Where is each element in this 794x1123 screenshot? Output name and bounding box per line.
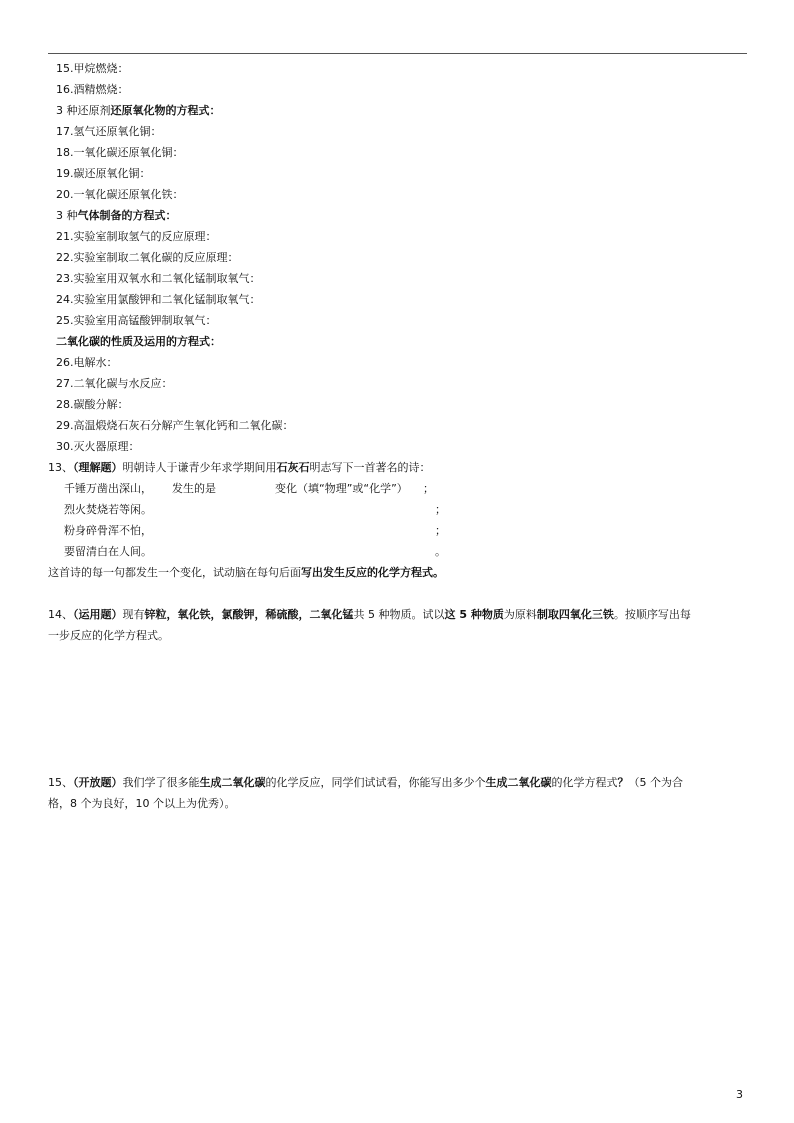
section-heading-co2: 二氧化碳的性质及运用的方程式：	[56, 335, 221, 348]
poem-line-3: 粉身碎骨浑不怕，	[64, 524, 152, 537]
section-heading-gas	[56, 209, 177, 223]
item-19: 19.碳还原氧化铜：	[56, 167, 151, 180]
item-29: 29.高温煅烧石灰石分解产生氧化钙和二氧化碳：	[56, 419, 294, 432]
question-15-stem	[48, 776, 683, 790]
page-number: 3	[736, 1088, 743, 1101]
question-15-question-mark: ？	[617, 776, 629, 789]
item-17: 17.氢气还原氧化铜：	[56, 125, 162, 138]
question-15-number: 15、	[48, 776, 73, 789]
question-13-instruction-text: 这首诗的每一句都发生一个变化，试动脑在每句后面	[48, 566, 301, 579]
question-14-tag: （运用题）	[73, 608, 123, 621]
question-14-keyword-1: 这 5 种物质	[444, 608, 504, 621]
header-rule	[48, 53, 747, 54]
poem-line-2: 烈火焚烧若等闲。	[64, 503, 152, 516]
item-20: 20.一氧化碳还原氧化铁：	[56, 188, 184, 201]
item-16: 16.酒精燃烧：	[56, 83, 129, 96]
question-14-text-3: 为原料	[503, 608, 537, 621]
question-13-number: 13、	[48, 461, 73, 474]
item-22: 22.实验室制取二氧化碳的反应原理：	[56, 251, 239, 264]
question-15-keyword-2: 生成二氧化碳	[485, 776, 552, 789]
question-14-text-1: 现有	[122, 608, 145, 621]
poem-line-4-end: 。	[435, 545, 446, 558]
question-15-tag: （开放题）	[73, 776, 123, 789]
poem-line-1-prompt: 发生的是	[172, 482, 216, 495]
poem-line-1: 千锤万凿出深山，	[64, 482, 152, 495]
question-13-text-end: 明志写下一首著名的诗：	[309, 461, 431, 474]
question-15-text-1: 我们学了很多能	[122, 776, 200, 789]
question-13-keyword: 石灰石	[276, 461, 310, 474]
section-heading-reduction-count: 3 种还原剂	[56, 104, 111, 117]
question-13-instruction	[48, 566, 444, 580]
poem-line-4: 要留清白在人间。	[64, 545, 152, 558]
question-13-stem	[48, 461, 431, 475]
poem-line-1-end: ；	[423, 482, 434, 495]
question-14-text-4: 。按顺序写出每	[613, 608, 691, 621]
item-23: 23.实验室用双氧水和二氧化锰制取氧气：	[56, 272, 261, 285]
poem-line-2-end: ；	[435, 503, 446, 516]
question-15-keyword-1: 生成二氧化碳	[199, 776, 266, 789]
item-18: 18.一氧化碳还原氧化铜：	[56, 146, 184, 159]
question-15-text-2: 的化学反应，同学们试试看，你能写出多少个	[265, 776, 486, 789]
question-13-instruction-bold: 写出发生反应的化学方程式。	[301, 566, 444, 579]
section-heading-gas-bold: 气体制备的方程式：	[77, 209, 177, 222]
question-14-stem	[48, 608, 691, 622]
poem-line-3-end: ；	[435, 524, 446, 537]
question-13-tag: （理解题）	[73, 461, 123, 474]
question-14-keyword-2: 制取四氧化三铁	[536, 608, 614, 621]
item-30: 30.灭火器原理：	[56, 440, 140, 453]
question-14-text-2: 共 5 种物质。试以	[353, 608, 445, 621]
question-15-line-2: 格，8 个为良好，10 个以上为优秀）。	[48, 797, 236, 810]
section-heading-reduction-bold: 还原氧化物的方程式：	[110, 104, 221, 117]
section-heading-gas-count: 3 种	[56, 209, 78, 222]
item-26: 26.电解水：	[56, 356, 118, 369]
section-heading-reduction	[56, 104, 221, 118]
question-14-number: 14、	[48, 608, 73, 621]
poem-line-1-hint: 变化（填“物理”或“化学”）	[275, 482, 408, 495]
question-15-text-3: 的化学方程式	[551, 776, 618, 789]
question-13-text: 明朝诗人于谦青少年求学期间用	[122, 461, 277, 474]
item-21: 21.实验室制取氢气的反应原理：	[56, 230, 217, 243]
question-15-text-4: （5 个为合	[628, 776, 683, 789]
question-14-materials: 锌粒，氧化铁，氯酸钾，稀硫酸，二氧化锰	[144, 608, 354, 621]
item-28: 28.碳酸分解：	[56, 398, 129, 411]
item-25: 25.实验室用高锰酸钾制取氧气：	[56, 314, 217, 327]
item-27: 27.二氧化碳与水反应：	[56, 377, 173, 390]
question-14-line-2: 一步反应的化学方程式。	[48, 629, 169, 642]
item-15: 15.甲烷燃烧：	[56, 62, 129, 75]
item-24: 24.实验室用氯酸钾和二氧化锰制取氧气：	[56, 293, 261, 306]
